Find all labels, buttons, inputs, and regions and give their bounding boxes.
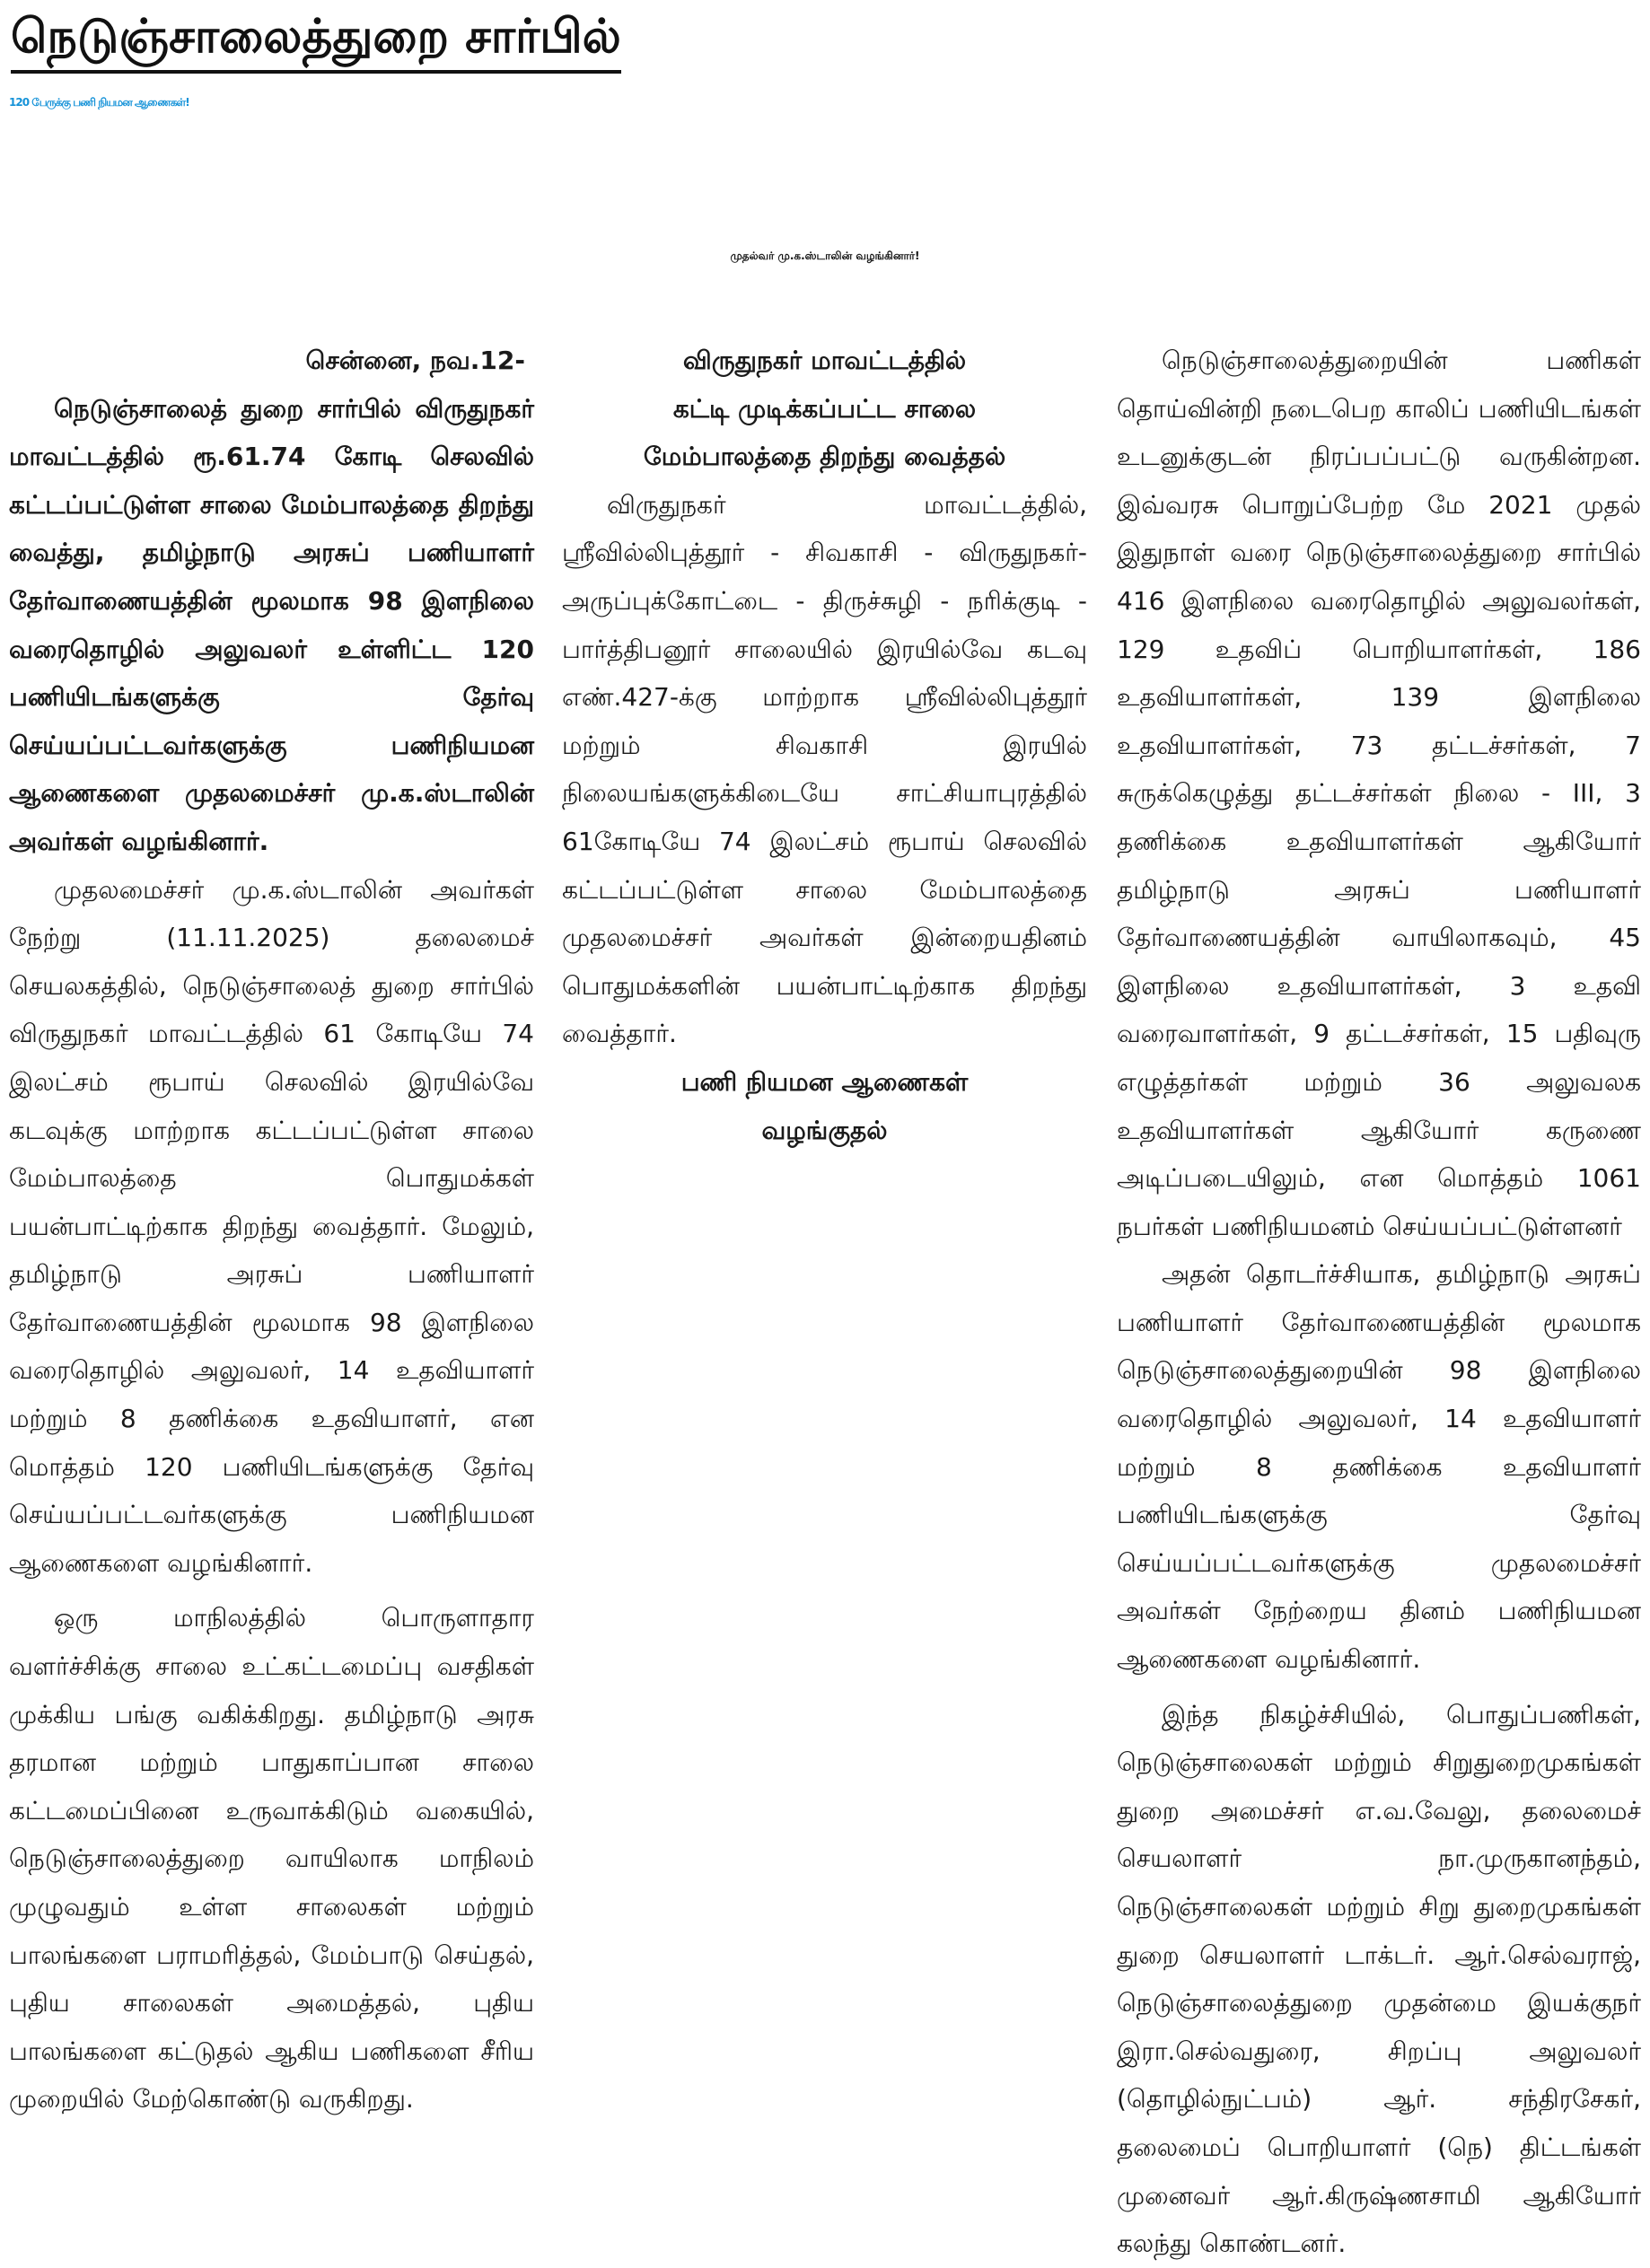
subheading-flyover-line-1: விருதுநகர் மாவட்டத்தில் [682, 346, 967, 375]
body-paragraph-5: அதன் தொடர்ச்சியாக, தமிழ்நாடு அரசுப் பணியாளர் தேர்வாணையத்தின் மூலமாக நெடுஞ்சாலைத்துறையின் 98 இளநிலை வரைதொழில் அலுவலர், 14 உதவியாளர் மற்றும் 8 தணிக்கை உதவியாளர் பணியிடங்களுக்கு தேர்வு செய்யப்பட்டவர்களுக்கு முதலமைச்சர் அவர்கள் நேற்றைய தினம் பணிநியமன ஆணைகளை வழங்கினார். [1117, 1259, 1641, 1675]
body-paragraph-3: விருதுநகர் மாவட்டத்தில், ஸ்ரீவில்லிபுத்தூர் - சிவகாசி - விருதுநகர்- அருப்புக்கோட்டை - திருச்சுழி - நரிக்குடி - பார்த்திபனூர் சாலையில் இரயில்வே கடவு எண்.427-க்கு மாற்றாக ஸ்ரீவில்லிபுத்தூர் மற்றும் சிவகாசி இரயில் நிலையங்களுக்கிடையே சாட்சியாபுரத்தில் 61கோடியே 74 இலட்சம் ரூபாய் செலவில் கட்டப்பட்டுள்ள சாலை மேம்பாலத்தை முதலமைச்சர் அவர்கள் இன்றையதினம் பொதுமக்களின் பயன்பாட்டிற்காக திறந்து வைத்தார். [562, 489, 1087, 1049]
article-column-1 [9, 337, 534, 2115]
subheading-appointments-line-1: பணி நியமன ஆணைகள் [680, 1066, 969, 1097]
body-paragraph-6: இந்த நிகழ்ச்சியில், பொதுப்பணிகள், நெடுஞ்சாலைகள் மற்றும் சிறுதுறைமுகங்கள் துறை அமைச்சர் எ.வ.வேலு, தலைமைச் செயலாளர் நா.முருகானந்தம், நெடுஞ்சாலைகள் மற்றும் சிறு துறைமுகங்கள் துறை செயலாளர் டாக்டர். ஆர்.செல்வராஜ், நெடுஞ்சாலைத்துறை முதன்மை இயக்குநர் இரா.செல்வதுரை, சிறப்பு அலுவலர் (தொழில்நுட்பம்) ஆர். சந்திரசேகர், தலைமைப் பொறியாளர் (நெ) திட்டங்கள் முனைவர் ஆர்.கிருஷ்ணசாமி ஆகியோர் கலந்து கொண்டனர். [1117, 1699, 1641, 2259]
body-paragraph-2: ஒரு மாநிலத்தில் பொருளாதார வளர்ச்சிக்கு சாலை உட்கட்டமைப்பு வசதிகள் முக்கிய பங்கு வகிக்கிறது. தமிழ்நாடு அரசு தரமான மற்றும் பாதுகாப்பான சாலை கட்டமைப்பினை உருவாக்கிடும் வகையில், நெடுஞ்சாலைத்துறை வாயிலாக மாநிலம் முழுவதும் உள்ள சாலைகள் மற்றும் பாலங்களை பராமரித்தல், மேம்பாடு செய்தல், புதிய சாலைகள் அமைத்தல், புதிய பாலங்களை கட்டுதல் ஆகிய பணிகளை சீரிய முறையில் மேற்கொண்டு வருகிறது. [9, 1603, 534, 2115]
kicker-headline: நெடுஞ்சாலைத்துறை சார்பில் [11, 11, 621, 74]
article-column-2 [562, 337, 1087, 1813]
body-paragraph-4: நெடுஞ்சாலைத்துறையின் பணிகள் தொய்வின்றி நடைபெற காலிப் பணியிடங்கள் உடனுக்குடன் நிரப்பப்பட்டு வருகின்றன. இவ்வரசு பொறுப்பேற்ற மே 2021 முதல் இதுநாள் வரை நெடுஞ்சாலைத்துறை சார்பில் 416 இளநிலை வரைதொழில் அலுவலர்கள், 129 உதவிப் பொறியாளர்கள், 186 உதவியாளர்கள், 139 இளநிலை உதவியாளர்கள், 73 தட்டச்சர்கள், 7 சுருக்கெழுத்து தட்டச்சர்கள் நிலை - III, 3 தணிக்கை உதவியாளர்கள் ஆகியோர் தமிழ்நாடு அரசுப் பணியாளர் தேர்வாணையத்தின் வாயிலாகவும், 45 இளநிலை உதவியாளர்கள், 3 உதவி வரைவாளர்கள், 9 தட்டச்சர்கள், 15 பதிவுரு எழுத்தர்கள் மற்றும் 36 அலுவலக உதவியாளர்கள் ஆகியோர் கருணை அடிப்படையிலும், என மொத்தம் 1061 நபர்கள் பணிநியமனம் செய்யப்பட்டுள்ளனர் [1117, 346, 1641, 1241]
subheading-flyover-line-2: கட்டி முடிக்கப்பட்ட சாலை [672, 393, 977, 424]
subheading-appointments-line-2: வழங்குதல் [761, 1115, 888, 1145]
dateline: சென்னை, நவ.12- [305, 346, 525, 375]
article-column-3 [1117, 337, 1641, 2259]
subheading-flyover-line-3: மேம்பாலத்தை திறந்து வைத்தல் [643, 442, 1006, 472]
sub-headline: முதல்வர் மு.க.ஸ்டாலின் வழங்கினார்! [730, 250, 920, 262]
main-headline: 120 பேருக்கு பணி நியமன ஆணைகள்! [9, 96, 189, 109]
body-paragraph-1: முதலமைச்சர் மு.க.ஸ்டாலின் அவர்கள் நேற்று (11.11.2025) தலைமைச் செயலகத்தில், நெடுஞ்சாலைத் துறை சார்பில் விருதுநகர் மாவட்டத்தில் 61 கோடியே 74 இலட்சம் ரூபாய் செலவில் இரயில்வே கடவுக்கு மாற்றாக கட்டப்பட்டுள்ள சாலை மேம்பாலத்தை பொதுமக்கள் பயன்பாட்டிற்காக திறந்து வைத்தார். மேலும், தமிழ்நாடு அரசுப் பணியாளர் தேர்வாணையத்தின் மூலமாக 98 இளநிலை வரைதொழில் அலுவலர், 14 உதவியாளர் மற்றும் 8 தணிக்கை உதவியாளர், என மொத்தம் 120 பணியிடங்களுக்கு தேர்வு செய்யப்பட்டவர்களுக்கு பணிநியமன ஆணைகளை வழங்கினார். [9, 874, 534, 1578]
lead-paragraph: நெடுஞ்சாலைத் துறை சார்பில் விருதுநகர் மாவட்டத்தில் ரூ.61.74 கோடி செலவில் கட்டப்பட்டுள்ள சாலை மேம்பாலத்தை திறந்து வைத்து, தமிழ்நாடு அரசுப் பணியாளர் தேர்வாணையத்தின் மூலமாக 98 இளநிலை வரைதொழில் அலுவலர் உள்ளிட்ட 120 பணியிடங்களுக்கு தேர்வு செய்யப்பட்டவர்களுக்கு பணிநியமன ஆணைகளை முதலமைச்சர் மு.க.ஸ்டாலின் அவர்கள் வழங்கினார். [9, 393, 534, 856]
